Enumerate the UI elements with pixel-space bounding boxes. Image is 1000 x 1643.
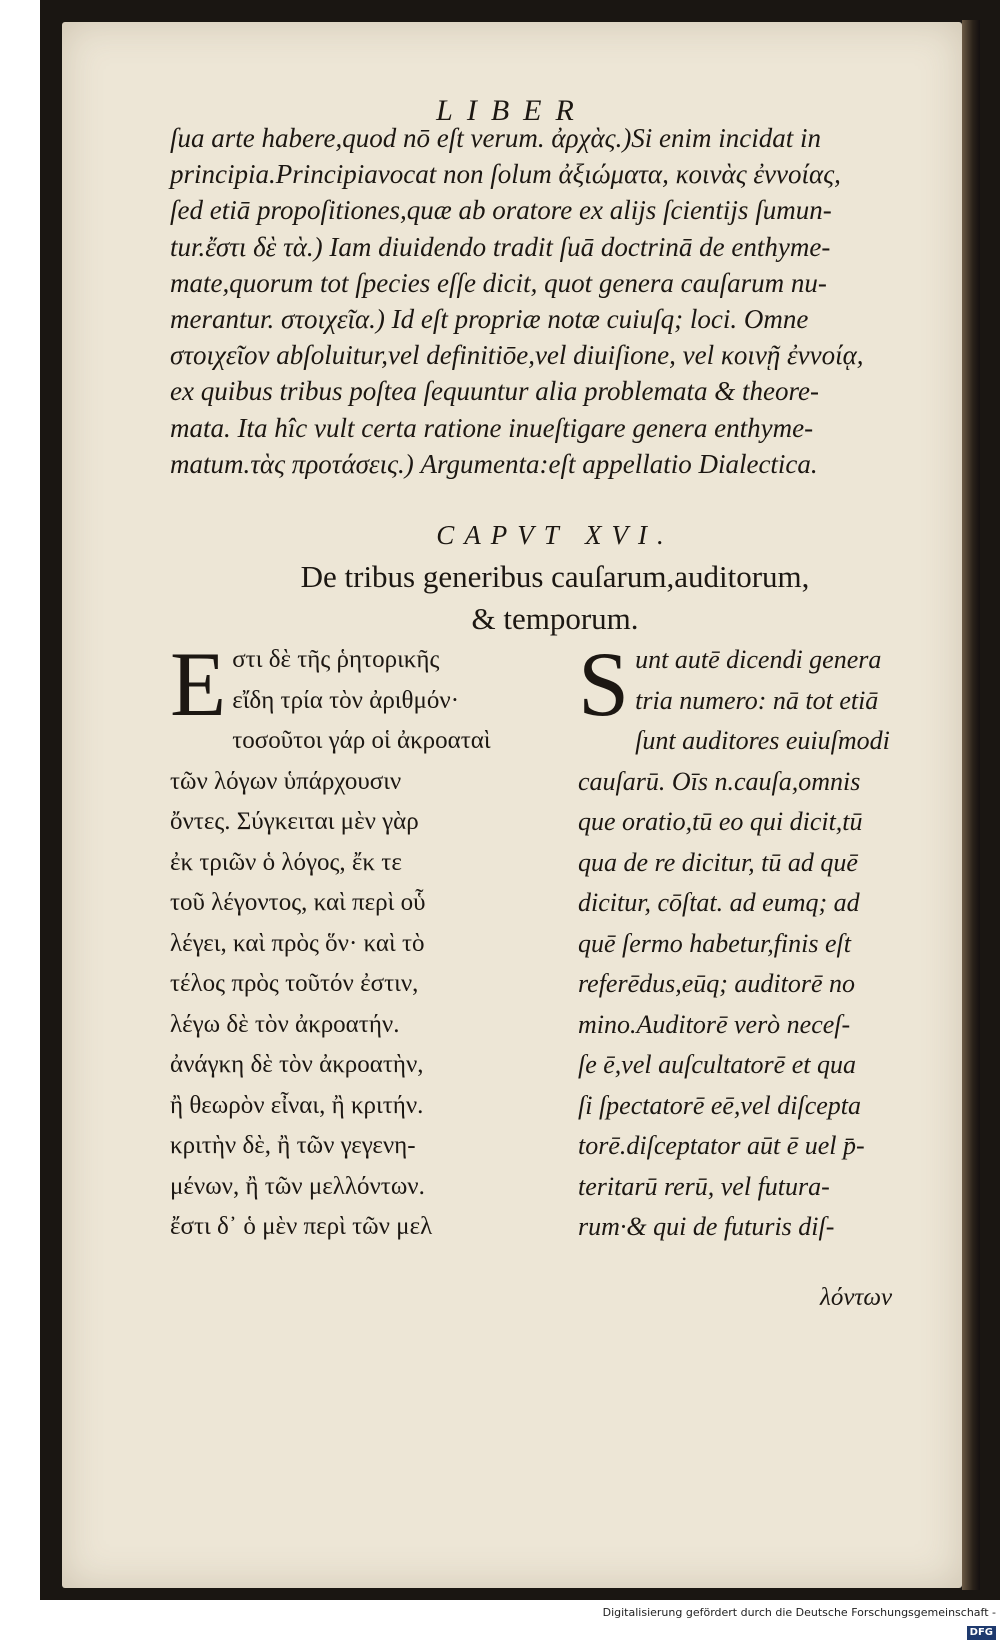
chapter-number: CAPVT XVI. [436,520,674,550]
commentary-line: ſua arte habere,quod nō eſt verum. ἀρχὰς.)Si enim incidat in [170,123,822,153]
latin-line: ſunt auditores euiuſmodi [635,726,890,755]
latin-line: teritarū rerū, vel futura- [578,1171,830,1201]
running-head: LIBER [436,94,588,127]
greek-line: τῶν λόγων ὑπάρχουσιν [170,767,402,795]
greek-line: ἢ θεωρὸν εἶναι, ἢ κριτήν. [170,1091,424,1119]
greek-line: ἔστι δ᾽ ὁ μὲν περὶ τῶν μελ [170,1213,433,1240]
greek-line: στι δὲ τῆς ῥητορικῆς [232,646,440,673]
chapter-title-line: De tribus generibus cauſarum,auditorum, [300,559,810,594]
latin-line: rum·& qui de futuris diſ- [578,1212,835,1241]
greek-column [170,633,570,1248]
latin-line: que oratio,tū eo qui dicit,tū [578,807,863,836]
greek-line: μένων, ἢ τῶν μελλόντων. [170,1172,425,1200]
greek-line: κριτὴν δὲ, ἢ τῶν γεγενη- [170,1132,416,1159]
latin-line: dicitur, cōſtat. ad eumq; ad [578,888,860,917]
greek-line: λέγω δὲ τὸν ἀκροατήν. [170,1010,400,1038]
digitization-footer [590,1603,1000,1638]
latin-drop-cap: S [578,633,630,735]
commentary-line: principia.Principiavocat non ſolum ἀξιώματα, κοινὰς ἐννοίας, [170,159,841,190]
greek-line: τοσοῦτοι γάρ οἱ ἀκροαταὶ [232,727,491,754]
greek-line: εἴδη τρία τὸν ἀριθμόν· [232,686,460,714]
latin-line: qua de re dicitur, tū ad quē [578,847,858,877]
footer-text: Digitalisierung gefördert durch die Deutsche Forschungsgemeinschaft - [602,1606,996,1619]
commentary-line: ſed etiā propoſitiones,quæ ab oratore ex aliјs ſcientiјs ſumun- [170,195,832,226]
commentary-block [170,120,940,482]
commentary-line: merantur. στοιχεῖα.) Id eſt propriæ notæ cuiuſq; loci. Omne [170,304,809,335]
commentary-line: ex quibus tribus poſtea ſequuntur alia problemata & theore- [170,376,819,407]
chapter-title [170,556,940,640]
greek-drop-cap: E [170,633,227,735]
latin-line: cauſarū. Oīs n.cauſa,omnis [578,766,861,796]
latin-line: unt autē dicendi genera [635,645,882,674]
greek-line: ὄντες. Σύγκειται μὲν γὰρ [170,808,419,835]
commentary-line: mata. Ita hîc vult certa ratione inueſtigare genera enthyme- [170,412,814,443]
greek-line: τέλος πρὸς τοῦτόν ἐστιν, [170,970,419,997]
commentary-line: mate,quorum tot ſpecies eſſe dicit, quot genera cauſarum nu- [170,267,827,298]
page-edge [962,20,980,1590]
commentary-line: tur.ἔστι δὲ τὰ.) Iam diuidendo tradit ſuā doctrinā de enthyme- [170,231,831,262]
latin-line: quē ſermo habetur,finis eſt [578,928,851,958]
commentary-line: στοιχεῖον abſoluitur,vel definitiōe,vel diuiſione, vel κοινῇ ἐννοίᾳ, [170,340,864,371]
latin-line: mino.Auditorē verò neceſ- [578,1009,851,1039]
greek-line: τοῦ λέγοντος, καὶ περὶ οὗ [170,889,426,916]
greek-line: ἀνάγκη δὲ τὸν ἀκροατὴν, [170,1051,424,1078]
dfg-logo: DFG [967,1626,996,1640]
latin-line: ſe ē,vel auſcultatorē et qua [578,1050,856,1079]
commentary-line: matum.τὰς προτάσεις.) Argumenta:eſt appellatio Dialectica. [170,448,818,479]
latin-line: referēdus,eūq; auditorē no [578,969,856,998]
latin-line: ſi ſpectatorē eē,vel diſcepta [578,1090,861,1120]
catchword: λόντων [820,1284,893,1311]
greek-line: λέγει, καὶ πρὸς ὅν· καὶ τὸ [170,929,425,957]
latin-line: torē.diſceptator aūt ē uel p̄- [578,1131,865,1160]
latin-line: tria numero: nā tot etiā [635,685,879,715]
chapter-title-line: & temporum. [471,601,639,636]
greek-line: ἐκ τριῶν ὁ λόγος, ἔκ τε [170,848,402,876]
latin-column [578,633,948,1248]
